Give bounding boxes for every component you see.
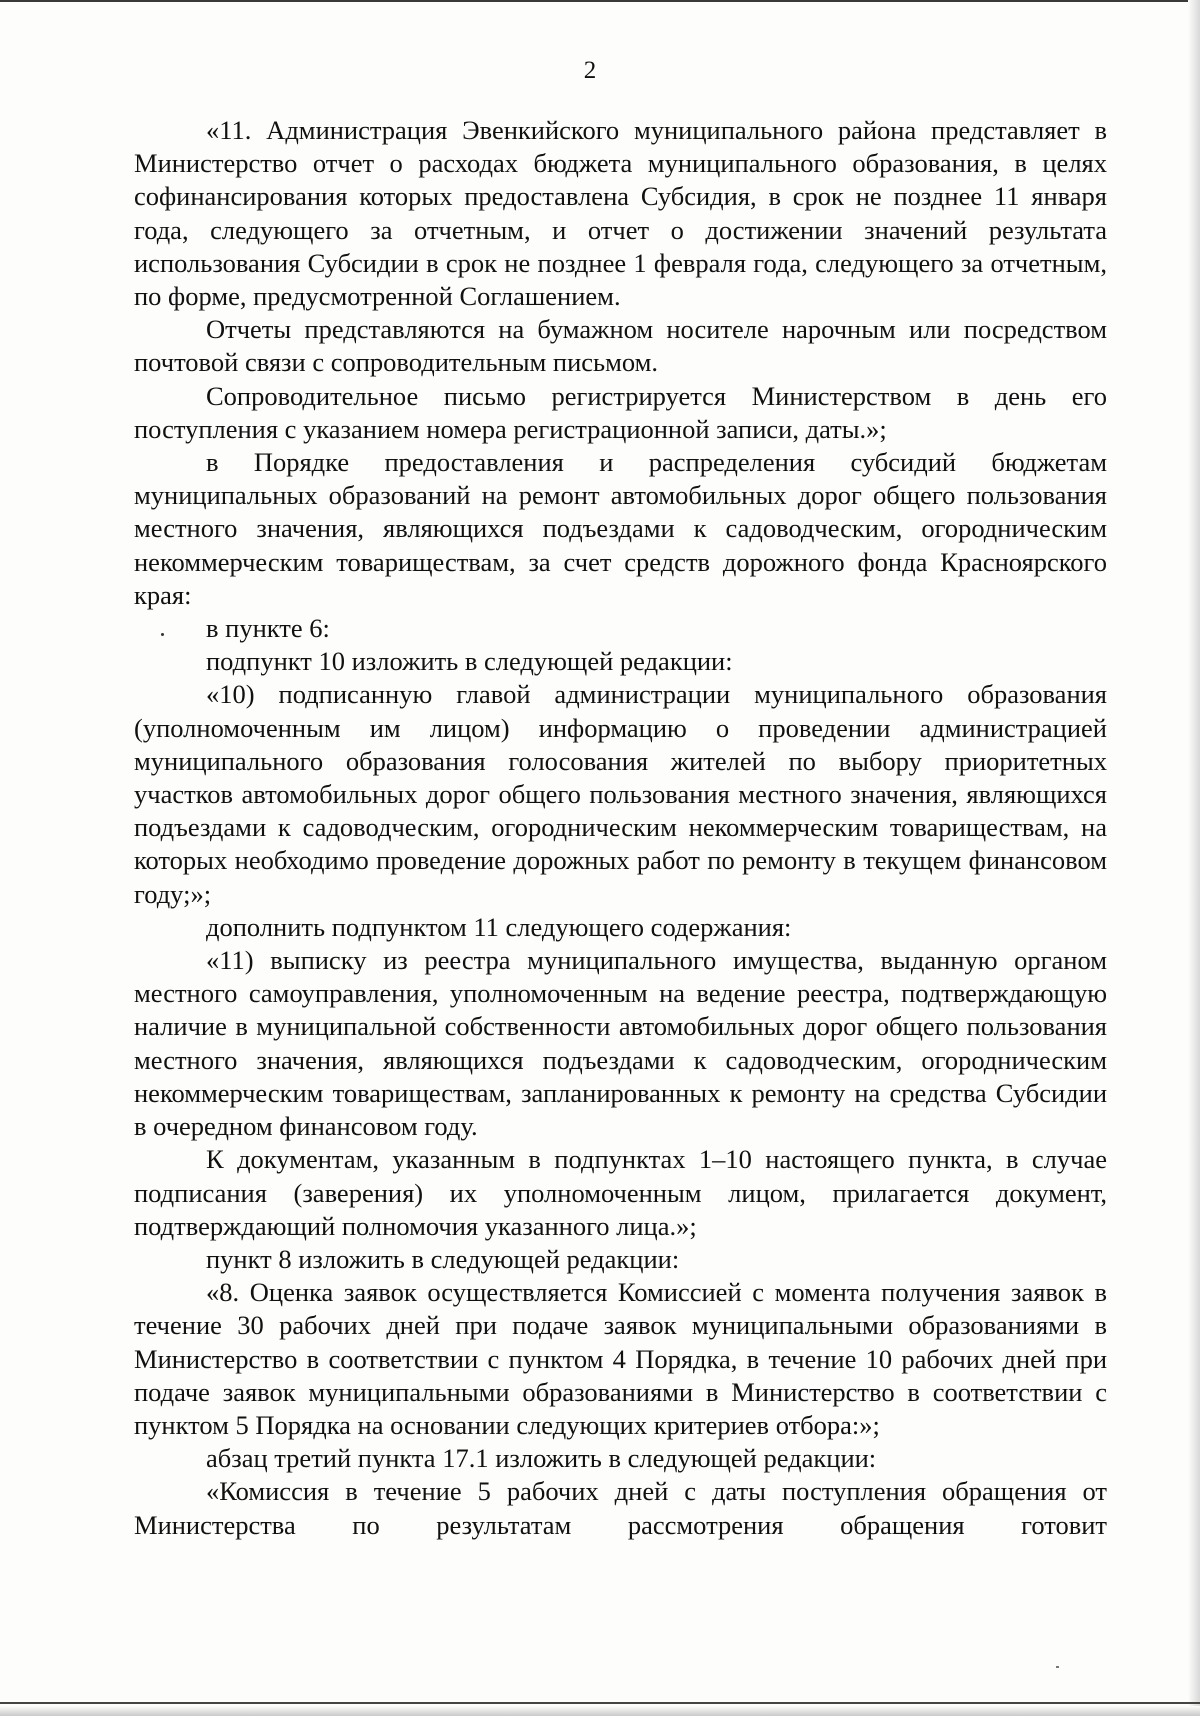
scan-speck: [161, 633, 164, 636]
paragraph: «11) выписку из реестра муниципального имущества, выданную органом местного самоуправления, уполномоченным на ведение реестра, подтверждающую наличие в муниципальной собственности автомобильных дорог общего пользования местного значения, являющихся подъездами к садоводческим, огородническим некоммерческим товариществам, запланированных к ремонту на средства Субсидии в очередном финансовом году.: [134, 945, 1107, 1142]
paragraph: дополнить подпунктом 11 следующего содержания:: [206, 911, 792, 942]
paragraph: «8. Оценка заявок осуществляется Комиссией с момента получения заявок в течение 30 рабочих дней при подаче заявок муниципальными образованиями в Министерство в соответствии с пунктом 4 Порядка, в течение 10 рабочих дней при подаче заявок муниципальными образованиями в Министерство в соответствии с пунктом 5 Порядка на основании следующих критериев отбора:»;: [134, 1277, 1107, 1440]
paragraph: пункт 8 изложить в следующей редакции:: [206, 1243, 680, 1274]
scan-bottom-line: [0, 1702, 1200, 1704]
paragraph: подпункт 10 изложить в следующей редакции:: [206, 646, 733, 677]
document-body: [134, 114, 1107, 1542]
paragraph: абзац третий пункта 17.1 изложить в следующей редакции:: [206, 1443, 877, 1474]
scan-speck: [1056, 1666, 1059, 1668]
scan-right-edge: [1188, 0, 1200, 1716]
paragraph: К документам, указанным в подпунктах 1–10 настоящего пункта, в случае подписания (заверения) их уполномоченным лицом, прилагается документ, подтверждающий полномочия указанного лица.»;: [134, 1144, 1107, 1241]
paragraph: в Порядке предоставления и распределения субсидий бюджетам муниципальных образований на ремонт автомобильных дорог общего пользования местного значения, являющихся подъездами к садоводческим, огородническим некоммерческим товариществам, за счет средств дорожного фонда Красноярского края:: [134, 447, 1107, 610]
paragraph: «10) подписанную главой администрации муниципального образования (уполномоченным им лицом) информацию о проведении администрацией муниципального образования голосования жителей по выбору приоритетных участков автомобильных дорог общего пользования местного значения, являющихся подъездами к садоводческим, огородническим некоммерческим товариществам, на которых необходимо проведение дорожных работ по ремонту в текущем финансовом году;»;: [134, 679, 1107, 909]
scan-top-edge: [0, 0, 1200, 2]
scan-bottom-edge: [0, 1706, 1200, 1716]
paragraph: в пункте 6:: [206, 613, 330, 644]
paragraph: Отчеты представляются на бумажном носителе нарочным или посредством почтовой связи с сопроводительным письмом.: [134, 314, 1107, 378]
paragraph: «Комиссия в течение 5 рабочих дней с даты поступления обращения от Министерства по результатам рассмотрения обращения готовит: [134, 1476, 1107, 1540]
paragraph: Сопроводительное письмо регистрируется Министерством в день его поступления с указанием номера регистрационной записи, даты.»;: [134, 380, 1107, 444]
paragraph: «11. Администрация Эвенкийского муниципального района представляет в Министерство отчет о расходах бюджета муниципального образования, в целях софинансирования которых предоставлена Субсидия, в срок не позднее 11 января года, следующего за отчетным, и отчет о достижении значений результата использования Субсидии в срок не позднее 1 февраля года, следующего за отчетным, по форме, предусмотренной Соглашением.: [134, 115, 1107, 312]
page-number: 2: [583, 57, 597, 84]
